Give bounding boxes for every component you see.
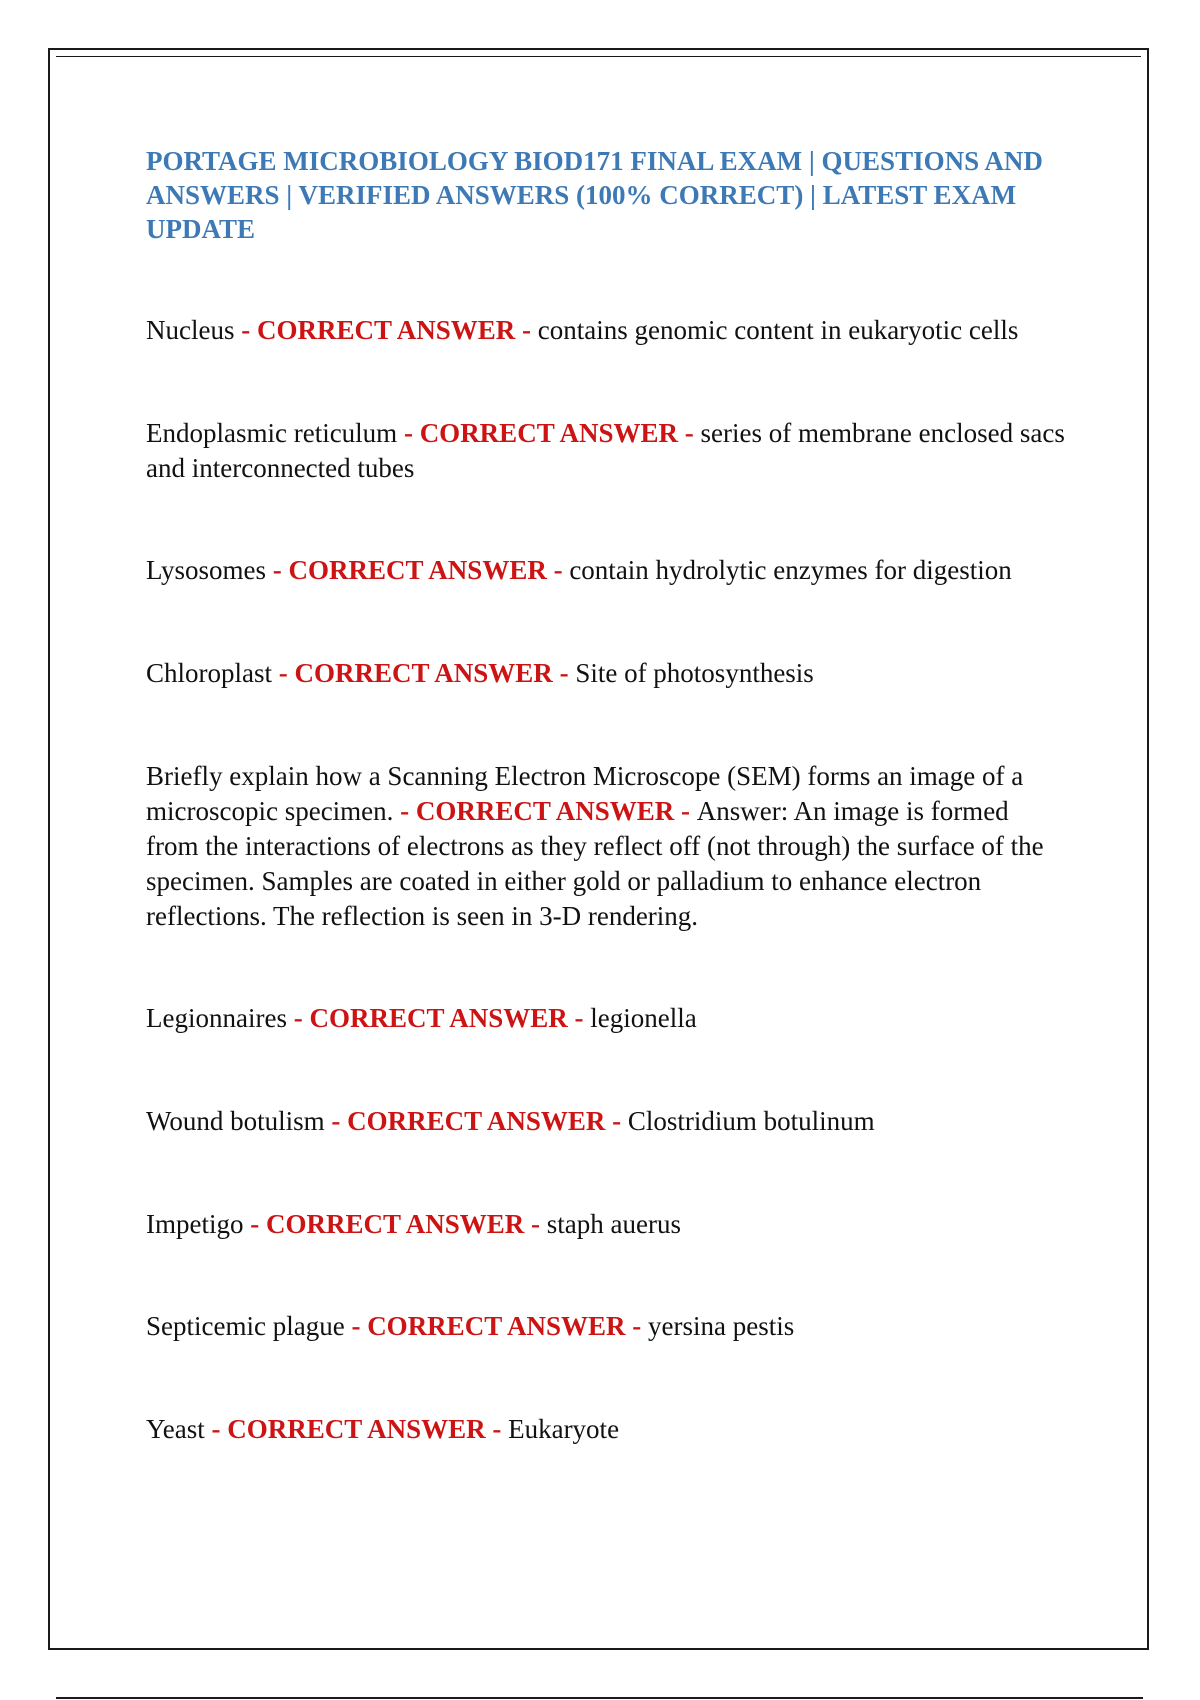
separator: - [324,1106,348,1136]
qa-answer: contain hydrolytic enzymes for digestion [569,555,1012,585]
qa-item [146,313,1066,348]
separator: - [485,1414,509,1444]
qa-answer: yersina pestis [648,1311,795,1341]
qa-answer: Eukaryote [508,1414,620,1444]
correct-answer-label: CORRECT ANSWER [256,315,516,345]
separator: - [674,796,697,826]
qa-term: Wound botulism [146,1106,325,1136]
separator: - [515,315,538,345]
qa-item [146,1309,1066,1344]
separator: - [286,1003,310,1033]
qa-item [146,553,1066,588]
qa-answer: series of membrane enclosed sacs and interconnected tubes [146,418,1065,483]
separator: - [397,418,420,448]
qa-answer: legionella [590,1003,697,1033]
qa-term: Impetigo [146,1209,244,1239]
separator: - [243,1209,266,1239]
separator: - [272,658,295,688]
qa-term: Yeast [146,1414,205,1444]
qa-item [146,1207,1066,1242]
qa-answer: contains genomic content in eukaryotic cells [537,315,1019,345]
separator: - [625,1311,648,1341]
top-rule [56,56,1141,57]
qa-answer: staph auerus [546,1209,682,1239]
separator: - [678,418,701,448]
qa-item [146,1104,1066,1139]
correct-answer-label: CORRECT ANSWER [294,658,553,688]
correct-answer-label: CORRECT ANSWER [419,418,678,448]
qa-answer: Answer: An image is formed from the interactions of electrons as they reflect off (not through) the surface of the specimen. Samples are coated in either gold or palladium to enhance electron reflections. The reflection is seen in 3-D rendering. [146,796,1044,931]
correct-answer-label: CORRECT ANSWER [309,1003,568,1033]
correct-answer-label: CORRECT ANSWER [265,1209,525,1239]
separator: - [204,1414,228,1444]
qa-term: Nucleus [146,315,235,345]
separator: - [546,555,570,585]
qa-term: Briefly explain how a Scanning Electron Microscope (SEM) forms an image of a microscopic specimen. [146,761,1024,826]
separator: - [344,1311,368,1341]
qa-item [146,1001,1066,1036]
separator: - [234,315,257,345]
separator: - [605,1106,628,1136]
qa-item [146,759,1066,934]
correct-answer-label: CORRECT ANSWER [415,796,675,826]
qa-item [146,656,1066,691]
correct-answer-label: CORRECT ANSWER [367,1311,626,1341]
separator: - [393,796,416,826]
separator: - [567,1003,591,1033]
page-content [146,144,1066,1447]
qa-item [146,416,1066,486]
qa-answer: Site of photosynthesis [575,658,814,688]
qa-term: Septicemic plague [146,1311,345,1341]
correct-answer-label: CORRECT ANSWER [288,555,547,585]
qa-term: Chloroplast [146,658,272,688]
bottom-rule [56,1697,1143,1699]
qa-term: Endoplasmic reticulum [146,418,398,448]
qa-item [146,1412,1066,1447]
qa-term: Lysosomes [146,555,267,585]
correct-answer-label: CORRECT ANSWER [347,1106,606,1136]
separator: - [524,1209,547,1239]
qa-list [146,313,1066,1447]
qa-term: Legionnaires [146,1003,287,1033]
correct-answer-label: CORRECT ANSWER [227,1414,486,1444]
separator: - [266,555,289,585]
separator: - [552,658,576,688]
qa-answer: Clostridium botulinum [627,1106,875,1136]
document-title: PORTAGE MICROBIOLOGY BIOD171 FINAL EXAM | QUESTIONS AND ANSWERS | VERIFIED ANSWERS (100% CORRECT) | LATEST EXAM UPDATE [146,146,1043,244]
